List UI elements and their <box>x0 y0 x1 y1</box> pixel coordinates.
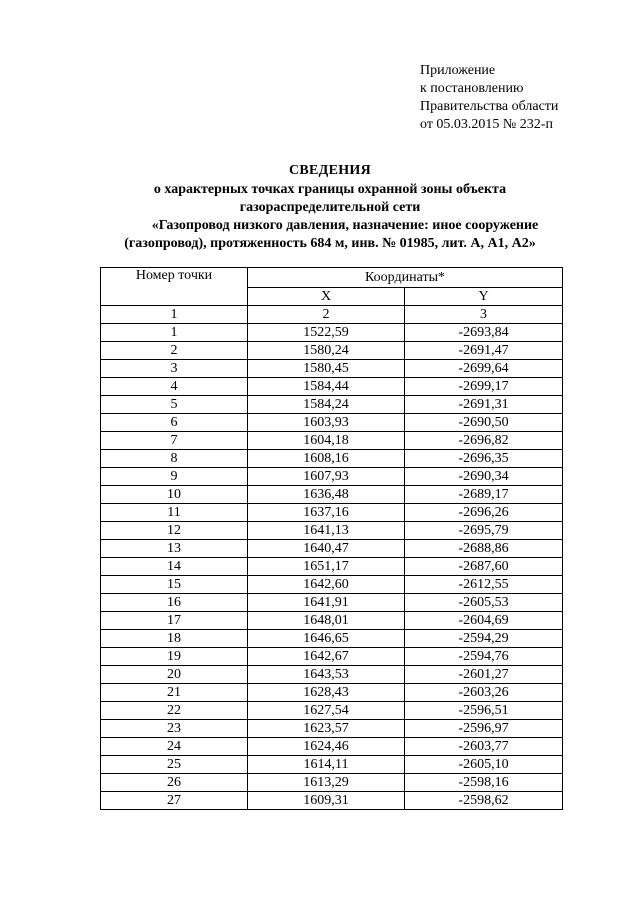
table-row <box>101 630 563 648</box>
point-number-cell: 18 <box>101 630 248 648</box>
table-row <box>101 792 563 810</box>
y-cell: -2603,26 <box>405 684 563 702</box>
x-cell: 1608,16 <box>248 450 405 468</box>
point-number-cell: 6 <box>101 414 248 432</box>
x-cell: 1614,11 <box>248 756 405 774</box>
point-number-cell: 24 <box>101 738 248 756</box>
point-number-cell: 23 <box>101 720 248 738</box>
point-number-cell: 16 <box>101 594 248 612</box>
x-cell: 1642,60 <box>248 576 405 594</box>
header-coordinates: Координаты* <box>248 268 563 288</box>
x-cell: 1604,18 <box>248 432 405 450</box>
x-cell: 1627,54 <box>248 702 405 720</box>
table-row <box>101 396 563 414</box>
y-cell: -2699,17 <box>405 378 563 396</box>
y-cell: -2695,79 <box>405 522 563 540</box>
x-cell: 1624,46 <box>248 738 405 756</box>
point-number-cell: 8 <box>101 450 248 468</box>
y-cell: -2689,17 <box>405 486 563 504</box>
x-cell: 1628,43 <box>248 684 405 702</box>
x-cell: 1613,29 <box>248 774 405 792</box>
y-cell: -2690,34 <box>405 468 563 486</box>
y-cell: -2696,26 <box>405 504 563 522</box>
header-point-number: Номер точки <box>101 268 248 306</box>
x-cell: 1584,24 <box>248 396 405 414</box>
table-row <box>101 468 563 486</box>
header-y: Y <box>405 288 563 306</box>
appendix-line: к постановлению <box>420 81 524 96</box>
appendix-line: Правительства области <box>420 99 559 114</box>
x-cell: 1607,93 <box>248 468 405 486</box>
column-number: 2 <box>248 306 405 324</box>
table-row <box>101 450 563 468</box>
x-cell: 1646,65 <box>248 630 405 648</box>
point-number-cell: 11 <box>101 504 248 522</box>
table-row <box>101 360 563 378</box>
column-number: 3 <box>405 306 563 324</box>
appendix-line: Приложение <box>420 63 496 78</box>
point-number-cell: 12 <box>101 522 248 540</box>
table-row <box>101 486 563 504</box>
y-cell: -2601,27 <box>405 666 563 684</box>
point-number-cell: 20 <box>101 666 248 684</box>
y-cell: -2605,53 <box>405 594 563 612</box>
table-row <box>101 342 563 360</box>
x-cell: 1641,13 <box>248 522 405 540</box>
x-cell: 1636,48 <box>248 486 405 504</box>
heading-line: о характерных точках границы охранной зоны объекта <box>153 182 507 197</box>
table-row <box>101 720 563 738</box>
object-name-cont: (газопровод), протяженность 684 м, инв. № 01985, лит. А, А1, А2» <box>124 236 536 251</box>
point-number-cell: 7 <box>101 432 248 450</box>
table-body <box>101 324 563 810</box>
y-cell: -2691,47 <box>405 342 563 360</box>
x-cell: 1580,45 <box>248 360 405 378</box>
document-heading <box>100 162 560 253</box>
coordinates-table <box>100 267 563 810</box>
point-number-cell: 22 <box>101 702 248 720</box>
y-cell: -2687,60 <box>405 558 563 576</box>
document-title: СВЕДЕНИЯ <box>288 163 372 178</box>
table-row <box>101 612 563 630</box>
table-row <box>101 702 563 720</box>
table-row <box>101 648 563 666</box>
appendix-block <box>420 62 558 134</box>
point-number-cell: 27 <box>101 792 248 810</box>
x-cell: 1584,44 <box>248 378 405 396</box>
y-cell: -2690,50 <box>405 414 563 432</box>
y-cell: -2594,76 <box>405 648 563 666</box>
x-cell: 1623,57 <box>248 720 405 738</box>
table-row <box>101 522 563 540</box>
point-number-cell: 9 <box>101 468 248 486</box>
point-number-cell: 19 <box>101 648 248 666</box>
column-number-row <box>101 306 563 324</box>
table-row <box>101 756 563 774</box>
point-number-cell: 25 <box>101 756 248 774</box>
y-cell: -2699,64 <box>405 360 563 378</box>
table-row <box>101 666 563 684</box>
header-x: X <box>248 288 405 306</box>
y-cell: -2696,82 <box>405 432 563 450</box>
object-name: «Газопровод низкого давления, назначение: иное сооружение <box>151 218 539 233</box>
table-row <box>101 414 563 432</box>
heading-line: газораспределительной сети <box>239 200 421 215</box>
column-number: 1 <box>101 306 248 324</box>
y-cell: -2596,97 <box>405 720 563 738</box>
table-row <box>101 576 563 594</box>
table-row <box>101 504 563 522</box>
table-row <box>101 432 563 450</box>
point-number-cell: 10 <box>101 486 248 504</box>
point-number-cell: 4 <box>101 378 248 396</box>
point-number-cell: 15 <box>101 576 248 594</box>
x-cell: 1603,93 <box>248 414 405 432</box>
point-number-cell: 14 <box>101 558 248 576</box>
table-row <box>101 774 563 792</box>
point-number-cell: 17 <box>101 612 248 630</box>
table-row <box>101 540 563 558</box>
x-cell: 1641,91 <box>248 594 405 612</box>
y-cell: -2696,35 <box>405 450 563 468</box>
y-cell: -2691,31 <box>405 396 563 414</box>
table-row <box>101 738 563 756</box>
x-cell: 1522,59 <box>248 324 405 342</box>
table-row <box>101 594 563 612</box>
point-number-cell: 5 <box>101 396 248 414</box>
point-number-cell: 2 <box>101 342 248 360</box>
appendix-date: от 05.03.2015 № 232-п <box>420 117 553 132</box>
y-cell: -2688,86 <box>405 540 563 558</box>
point-number-cell: 3 <box>101 360 248 378</box>
table-row <box>101 324 563 342</box>
table-row <box>101 684 563 702</box>
point-number-cell: 26 <box>101 774 248 792</box>
y-cell: -2605,10 <box>405 756 563 774</box>
y-cell: -2598,16 <box>405 774 563 792</box>
x-cell: 1609,31 <box>248 792 405 810</box>
y-cell: -2603,77 <box>405 738 563 756</box>
point-number-cell: 1 <box>101 324 248 342</box>
y-cell: -2594,29 <box>405 630 563 648</box>
y-cell: -2693,84 <box>405 324 563 342</box>
x-cell: 1651,17 <box>248 558 405 576</box>
x-cell: 1642,67 <box>248 648 405 666</box>
x-cell: 1640,47 <box>248 540 405 558</box>
table-row <box>101 378 563 396</box>
x-cell: 1637,16 <box>248 504 405 522</box>
y-cell: -2612,55 <box>405 576 563 594</box>
y-cell: -2598,62 <box>405 792 563 810</box>
x-cell: 1580,24 <box>248 342 405 360</box>
x-cell: 1643,53 <box>248 666 405 684</box>
point-number-cell: 21 <box>101 684 248 702</box>
table-row <box>101 558 563 576</box>
y-cell: -2604,69 <box>405 612 563 630</box>
point-number-cell: 13 <box>101 540 248 558</box>
x-cell: 1648,01 <box>248 612 405 630</box>
y-cell: -2596,51 <box>405 702 563 720</box>
